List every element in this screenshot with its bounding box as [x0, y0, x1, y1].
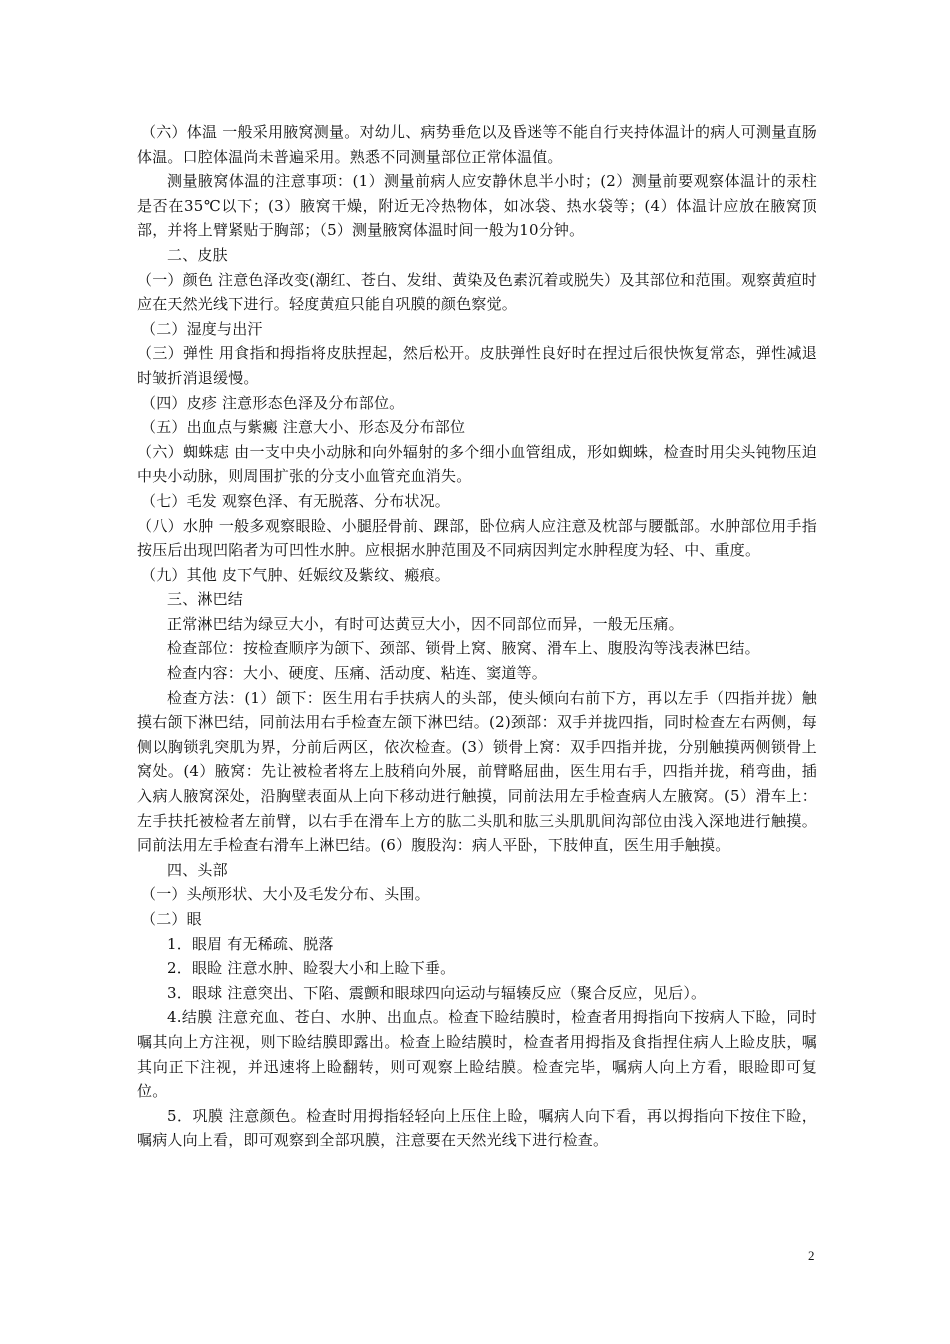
- paragraph-axillary-notes: 测量腋窝体温的注意事项：(1）测量前病人应安静休息半小时；(2）测量前要观察体温计的汞柱是否在35℃以下；(3）腋窝干燥，附近无冷热物体，如冰袋、热水袋等；(4）体温计应放在腋窝顶部，并将上臂紧贴于胸部；（5）测量腋窝体温时间一般为10分钟。: [137, 172, 817, 240]
- section-heading-skin: 二、皮肤: [167, 245, 228, 264]
- paragraph-elasticity: （三）弹性 用食指和拇指将皮肤捏起，然后松开。皮肤弹性良好时在捏过后很快恢复常态，弹性减退时皱折消退缓慢。: [137, 344, 817, 387]
- paragraph-rash: （四）皮疹 注意形态色泽及分布部位。: [141, 393, 405, 412]
- paragraph-other: （九）其他 皮下气肿、妊娠纹及紫纹、瘢痕。: [141, 565, 450, 584]
- paragraph-hair: （七）毛发 观察色泽、有无脱落、分布状况。: [141, 491, 450, 510]
- paragraph-eye-heading: （二）眼: [141, 910, 202, 928]
- page-number: 2: [808, 1248, 815, 1263]
- paragraph-lymph-normal: 正常淋巴结为绿豆大小，有时可达黄豆大小，因不同部位而异，一般无压痛。: [167, 614, 684, 633]
- paragraph-lymph-method: 检查方法：(1）颌下：医生用右手扶病人的头部，使头倾向右前下方，再以左手（四指并拢）触摸右颌下淋巴结，同前法用右手检查左颌下淋巴结。(2)颈部：双手并拢四指，同时检查左右两侧，每侧以胸锁乳突肌为界，分前后两区，依次检查。(3）锁骨上窝：双手四指并拢，分别触摸两侧锁骨上窝处。(4）腋窝：先让被检者将左上肢稍向外展，前臂略屈曲，医生用右手，四指并拢，稍弯曲，插入病人腋窝深处，沿胸壁表面从上向下移动进行触摸，同前法用左手检查病人左腋窝。(5）滑车上：左手扶托被检者左前臂，以右手在滑车上方的肱二头肌和肱三头肌肌间沟部位由浅入深地进行触摸。同前法用左手检查右滑车上淋巴结。(6）腹股沟：病人平卧，下肢伸直，医生用手触摸。: [137, 688, 817, 855]
- paragraph-eyelid: 2．眼睑 注意水肿、睑裂大小和上睑下垂。: [167, 959, 456, 978]
- paragraph-humidity: （二）湿度与出汗: [141, 319, 263, 338]
- paragraph-purpura: （五）出血点与紫癜 注意大小、形态及分布部位: [141, 418, 466, 437]
- paragraph-skin-color: （一）颜色 注意色泽改变(潮红、苍白、发绀、黄染及色素沉着或脱失）及其部位和范围。观察黄疸时应在天然光线下进行。轻度黄疸只能自巩膜的颜色察觉。: [137, 270, 817, 314]
- document-body: [137, 120, 817, 1153]
- section-heading-head: 四、头部: [167, 860, 228, 879]
- paragraph-eyebrow: 1．眼眉 有无稀疏、脱落: [167, 934, 334, 953]
- paragraph-sclera: 5．巩膜 注意颜色。检查时用拇指轻轻向上压住上睑，嘱病人向下看，再以拇指向下按住下睑，嘱病人向上看，即可观察到全部巩膜，注意要在天然光线下进行检查。: [137, 1106, 817, 1150]
- section-heading-lymph: 三、淋巴结: [167, 590, 244, 609]
- paragraph-edema: （八）水肿 一般多观察眼睑、小腿胫骨前、踝部，卧位病人应注意及枕部与腰骶部。水肿部位用手指按压后出现凹陷者为可凹性水肿。应根据水肿范围及不同病因判定水肿程度为轻、中、重度。: [137, 516, 817, 560]
- paragraph-conjunctiva: 4.结膜 注意充血、苍白、水肿、出血点。检查下睑结膜时，检查者用拇指向下按病人下睑，同时嘱其向上方注视，则下睑结膜即露出。检查上睑结膜时，检查者用拇指及食指捏住病人上睑皮肤，嘱其向正下注视，并迅速将上睑翻转，则可观察上睑结膜。检查完毕，嘱病人向上方看，眼睑即可复位。: [137, 1008, 817, 1101]
- paragraph-lymph-content: 检查内容：大小、硬度、压痛、活动度、粘连、窦道等。: [167, 664, 548, 683]
- paragraph-lymph-sites: 检查部位：按检查顺序为颌下、颈部、锁骨上窝、腋窝、滑车上、腹股沟等浅表淋巴结。: [167, 639, 760, 658]
- paragraph-temperature: （六）体温 一般采用腋窝测量。对幼儿、病势垂危以及昏迷等不能自行夹持体温计的病人可测量直肠体温。口腔体温尚未普遍采用。熟悉不同测量部位正常体温值。: [137, 123, 817, 166]
- paragraph-skull: （一）头颅形状、大小及毛发分布、头围。: [141, 885, 430, 904]
- paragraph-spider-nevus: （六）蜘蛛痣 由一支中央小动脉和向外辐射的多个细小血管组成，形如蜘蛛，检查时用尖头钝物压迫中央小动脉，则周围扩张的分支小血管充血消失。: [137, 442, 817, 486]
- paragraph-eyeball: 3．眼球 注意突出、下陷、震颤和眼球四向运动与辐辏反应（聚合反应，见后）。: [167, 983, 707, 1002]
